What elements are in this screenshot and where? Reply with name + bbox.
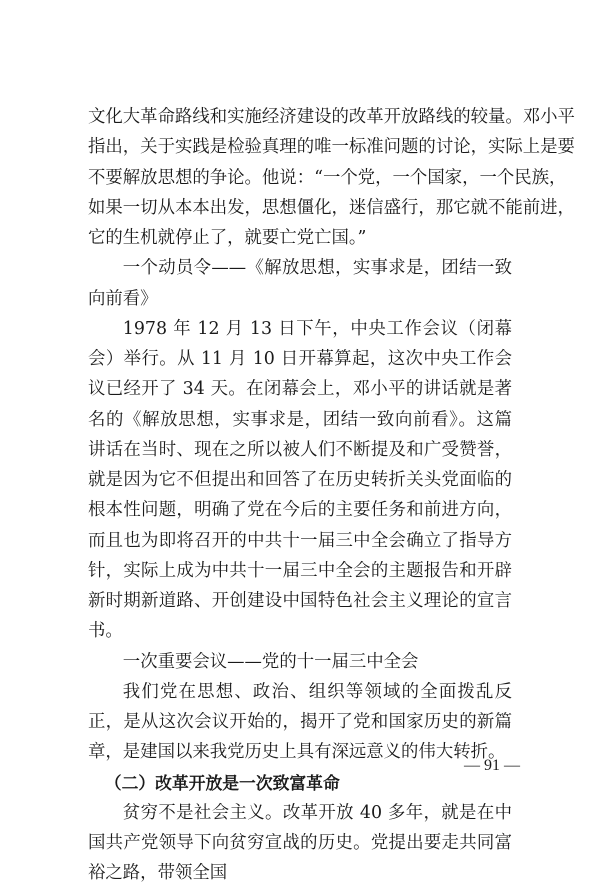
paragraph-work-conference: 1978 年 12 月 13 日下午，中央工作会议（闭幕会）举行。从 11 月 10 日开幕算起，这次中央工作会议已经开了 34 天。在闭幕会上，邓小平的讲话就是著名的《解放思想，实事求是，团结一致向前看》。这篇讲话在当时、现在之所以被人们不断提及和广受赞誉，就是因为它不但提出和回答了在历史转折关头党面临的根本性问题，明确了党在今后的主要任务和前进方向，而且也为即将召开的中共十一届三中全会确立了指导方针，实际上成为中共十一届三中全会的主题报告和开辟新时期新道路、开创建设中国特色社会主义理论的宣言书。 — [88, 318, 512, 642]
text-line: 不要解放思想的争论。他说：“一个党，一个国家，一个民族， — [88, 167, 567, 188]
text-line: 文化大革命路线和实施经济建设的改革开放路线的较量。邓小平 — [88, 107, 575, 127]
text-line: 如果一切从本本出发，思想僵化，迷信盛行，那它就不能前进， — [88, 197, 575, 218]
text-line: 它的生机就停止了，就要亡党亡国。” — [88, 228, 367, 248]
paragraph-continuation — [88, 102, 575, 253]
paragraph-historic-turning: 我们党在思想、政治、组织等领域的全面拨乱反正，是从这次会议开始的，揭开了党和国家历史的新篇章，是建国以来我党历史上具有深远意义的伟大转折。 — [88, 681, 512, 763]
section-heading: （二）改革开放是一次致富革命 — [104, 772, 340, 793]
text-line: 指出，关于实践是检验真理的唯一标准问题的讨论，实际上是要 — [88, 137, 575, 158]
paragraph-important-meeting: 一次重要会议——党的十一届三中全会 — [122, 651, 419, 672]
paragraph-mobilization-order: 一个动员令——《解放思想，实事求是，团结一致向前看》 — [88, 258, 512, 309]
paragraph-poverty: 贫穷不是社会主义。改革开放 40 多年，就是在中国共产党领导下向贫穷宣战的历史。党提出要走共同富裕之路，带领全国 — [88, 802, 512, 884]
page-number: — 91 — — [464, 757, 520, 774]
